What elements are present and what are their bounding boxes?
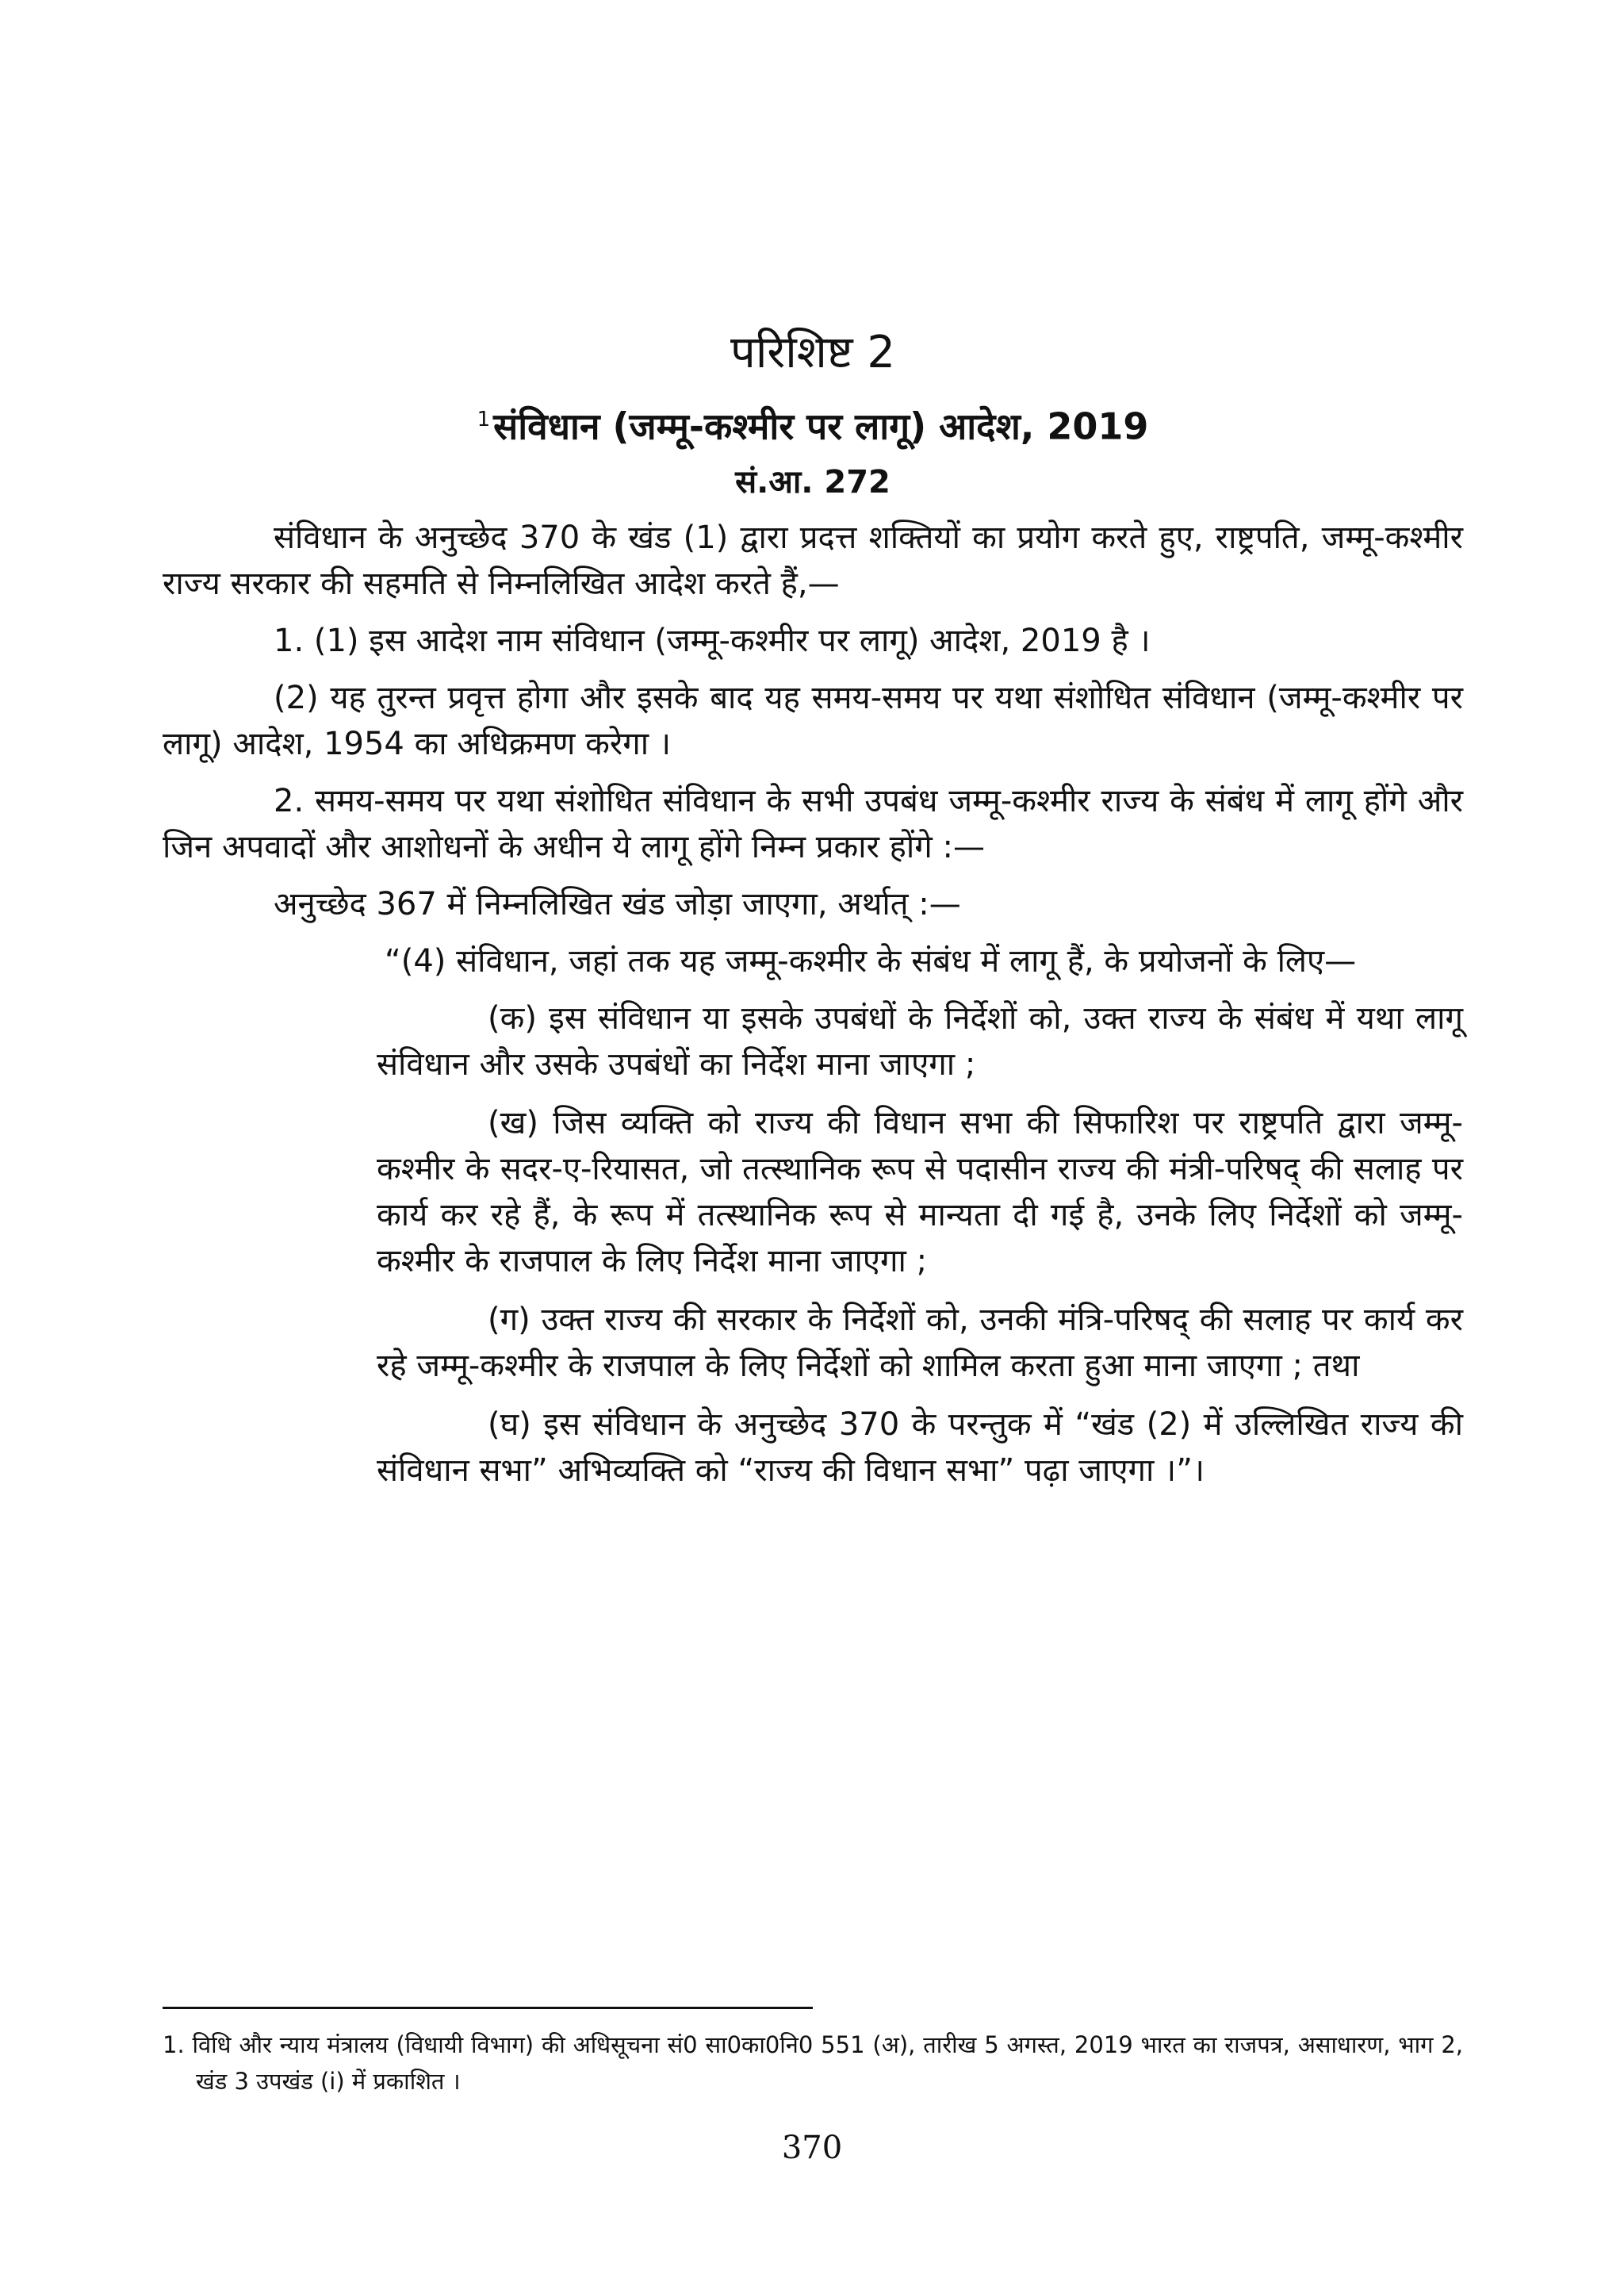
document-page (163, 321, 1463, 1506)
paragraph-1-2: (2) यह तुरन्त प्रवृत्त होगा और इसके बाद यह समय-समय पर यथा संशोधित संविधान (जम्मू-कश्मीर पर लागू) आदेश, 1954 का अधिक्रमण करेगा । (163, 680, 1463, 763)
order-title-text: संविधान (जम्मू-कश्मीर पर लागू) आदेश, 2019 (493, 405, 1149, 448)
clause-4-intro: “(4) संविधान, जहां तक यह जम्मू-कश्मीर के संबंध में लागू हैं, के प्रयोजनों के लिए— (385, 943, 1357, 980)
appendix-title: परिशिष्ट 2 (730, 327, 895, 378)
footnote-divider (163, 2007, 813, 2009)
clause-ka: (क) इस संविधान या इसके उपबंधों के निर्देशों को, उक्त राज्य के संबंध में यथा लागू संविधान और उसके उपबंधों का निर्देश माना जाएगा ; (377, 1000, 1463, 1083)
clause-ga: (ग) उक्त राज्य की सरकार के निर्देशों को, उनकी मंत्रि-परिषद् की सलाह पर कार्य कर रहे जम्मू-कश्मीर के राजपाल के लिए निर्देशों को शामिल करता हुआ माना जाएगा ; तथा (377, 1302, 1463, 1385)
paragraph-2: 2. समय-समय पर यथा संशोधित संविधान के सभी उपबंध जम्मू-कश्मीर राज्य के संबंध में लागू होंगे और जिन अपवादों और आशोधनों के अधीन ये लागू होंगे निम्न प्रकार होंगे :— (163, 783, 1463, 866)
clause-gha: (घ) इस संविधान के अनुच्छेद 370 के परन्तुक में “खंड (2) में उल्लिखित राज्य की संविधान सभा” अभिव्यक्ति को “राज्य की विधान सभा” पढ़ा जाएगा ।”। (377, 1406, 1463, 1490)
preamble-paragraph: संविधान के अनुच्छेद 370 के खंड (1) द्वारा प्रदत्त शक्तियों का प्रयोग करते हुए, राष्ट्रपति, जम्मू-कश्मीर राज्य सरकार की सहमति से निम्नलिखित आदेश करते हैं,— (163, 520, 1463, 603)
footnote-marker: 1 (477, 408, 491, 431)
order-title (163, 393, 1463, 453)
clause-kha: (ख) जिस व्यक्ति को राज्य की विधान सभा की सिफारिश पर राष्ट्रपति द्वारा जम्मू-कश्मीर के सदर-ए-रियासत, जो तत्स्थानिक रूप से पदासीन राज्य की मंत्री-परिषद् की सलाह पर कार्य कर रहे हैं, के रूप में तत्स्थानिक रूप से मान्यता दी गई है, उनके लिए निर्देशों को जम्मू-कश्मीर के राजपाल के लिए निर्देश माना जाएगा ; (377, 1105, 1463, 1280)
footnote: 1. विधि और न्याय मंत्रालय (विधायी विभाग) की अधिसूचना सं0 सा0का0नि0 551 (अ), तारीख 5 अगस्त, 2019 भारत का राजपत्र, असाधारण, भाग 2, खंड 3 उपखंड (i) में प्रकाशित । (163, 2031, 1463, 2095)
article-367-intro: अनुच्छेद 367 में निम्नलिखित खंड जोड़ा जाएगा, अर्थात् :— (274, 886, 961, 923)
paragraph-1-1: 1. (1) इस आदेश नाम संविधान (जम्मू-कश्मीर पर लागू) आदेश, 2019 है । (274, 623, 1151, 660)
order-number: सं.आ. 272 (735, 464, 891, 501)
page-number: 370 (781, 2130, 843, 2166)
